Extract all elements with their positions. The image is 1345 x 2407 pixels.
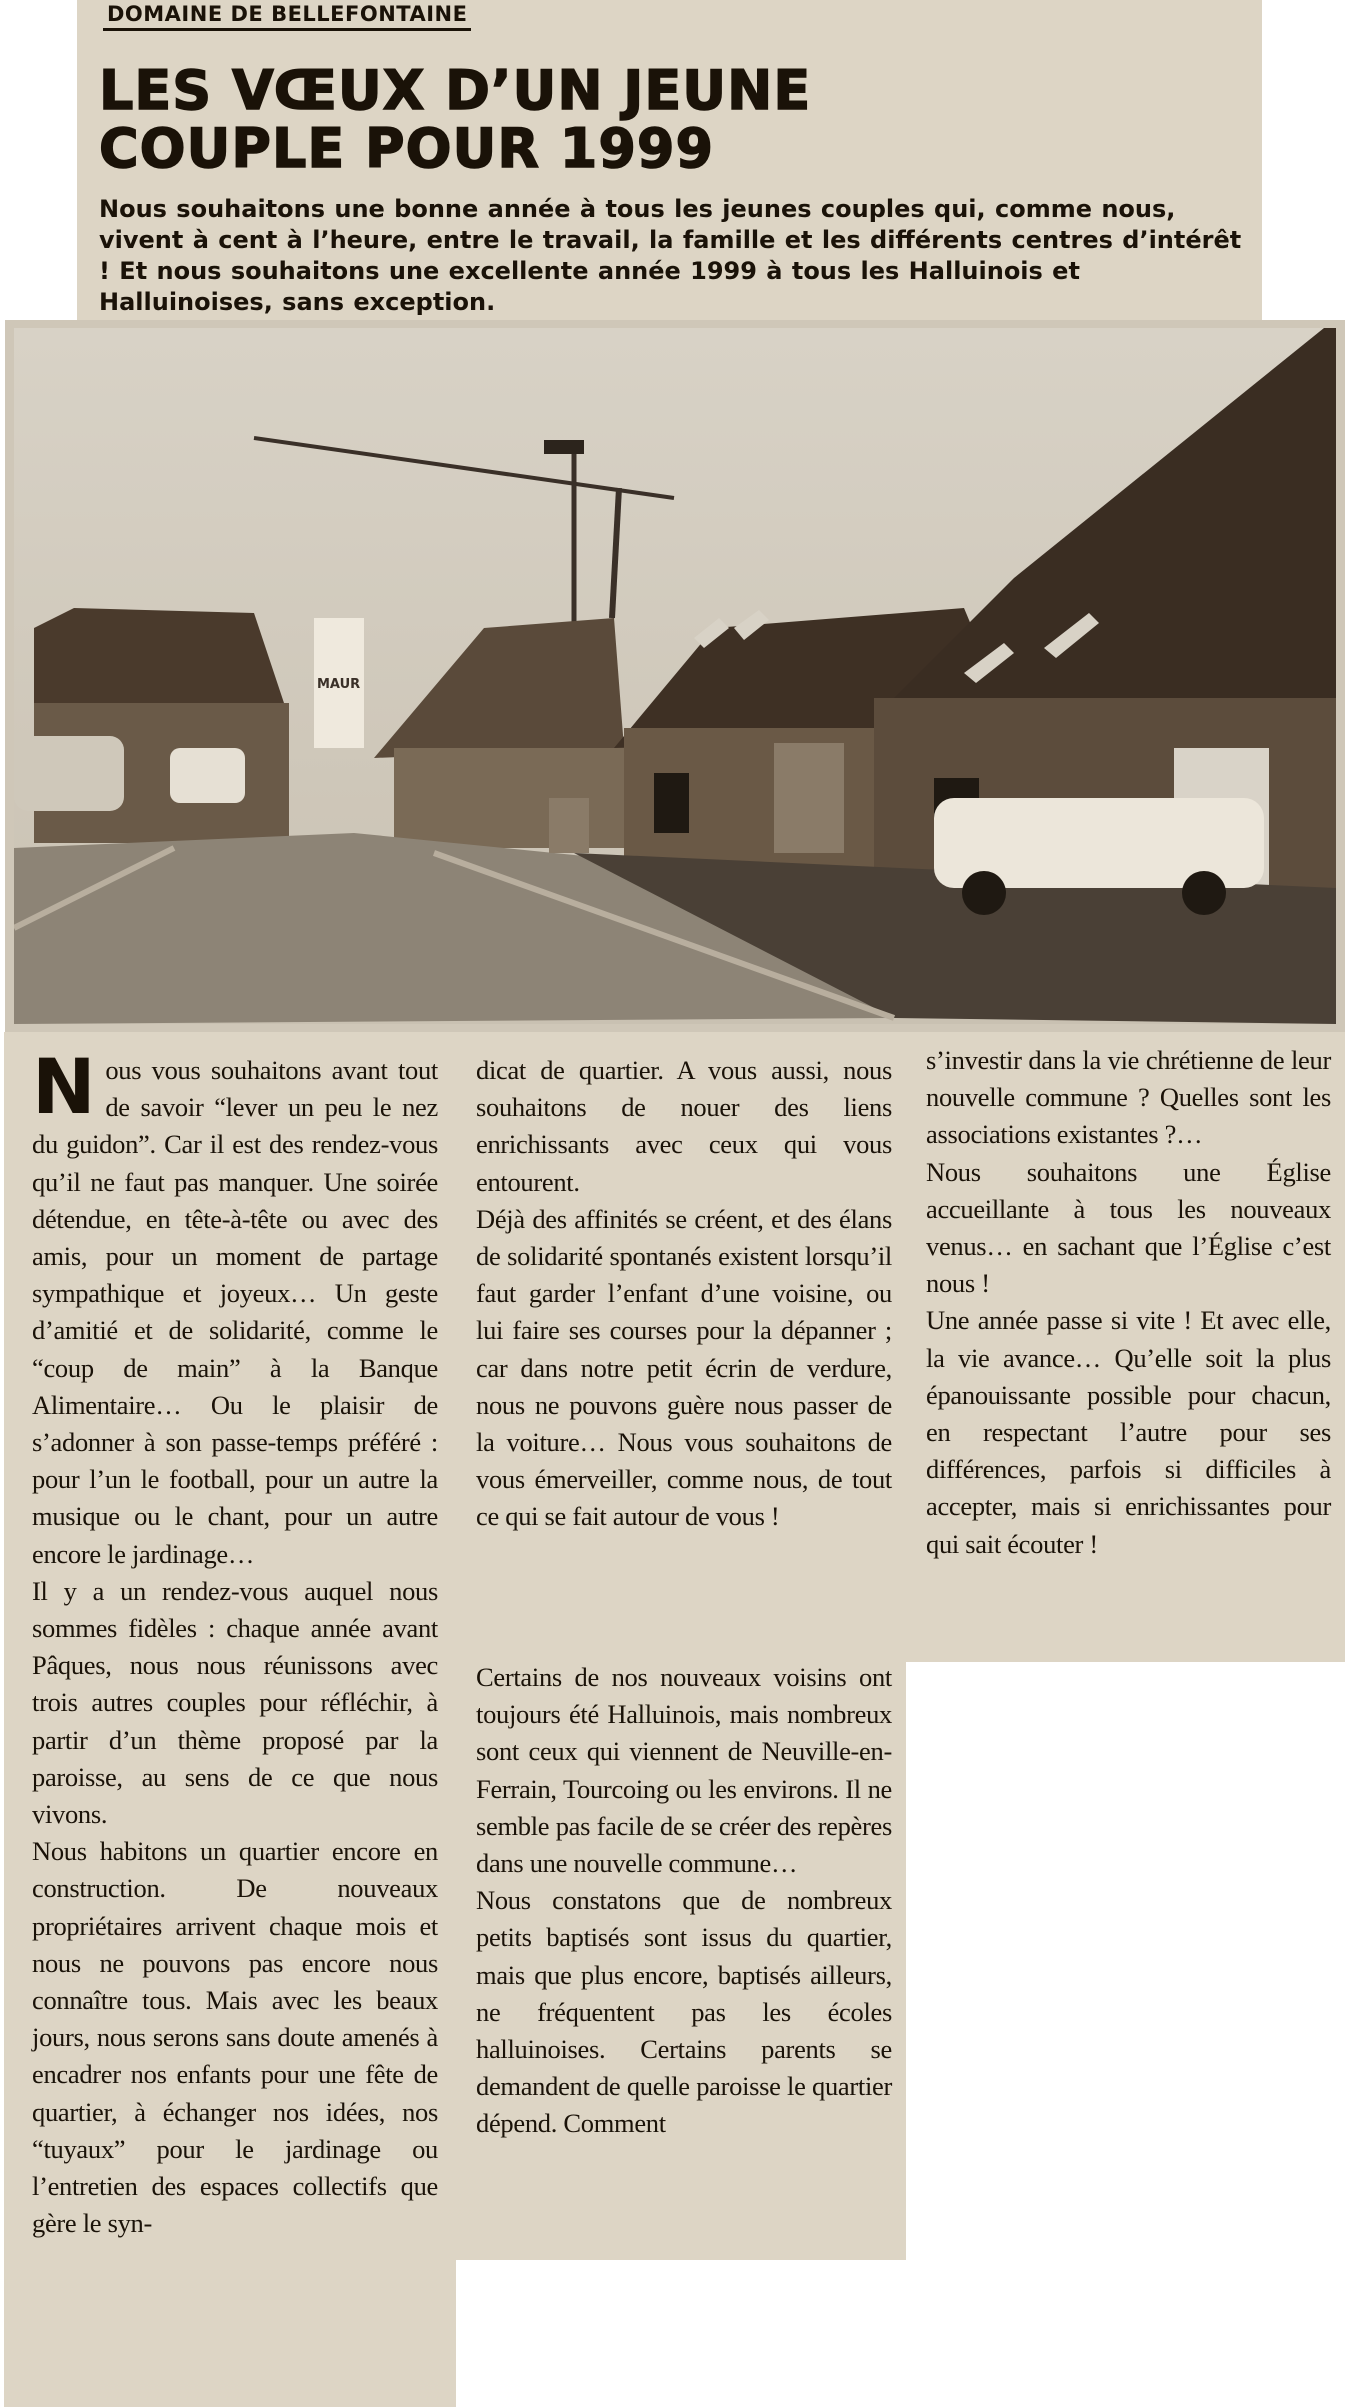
title-line-1: LES VŒUX D’UN JEUNE xyxy=(99,59,812,122)
paragraph: Nous habitons un quartier encore en construction. De nouveaux propriétaires arrivent chaque mois et nous ne pouvons pas encore nous connaître tous. Mais avec les beaux jours, nous serons sans doute amenés à encadrer nos enfants pour une fête de quartier, à échanger nos idées, nos “tuyaux” pour le jardinage ou l’entretien des espaces collectifs que gère le syn- xyxy=(32,1836,438,2239)
paragraph: Une année passe si vite ! Et avec elle, la vie avance… Qu’elle soit la plus épanouissante possible pour chacun, en respectant l’autre pour ses différences, parfois si difficiles à accepter, mais si enrichissantes pour qui sait écouter ! xyxy=(926,1305,1331,1559)
article-header xyxy=(77,0,1262,320)
paragraph: Nous souhaitons une Église accueillante à tous les nouveaux venus… en sachant que l’Église c’est nous ! xyxy=(926,1156,1331,1299)
article-title xyxy=(99,59,1099,180)
paragraph: dicat de quartier. A vous aussi, nous souhaitons de nouer des liens enrichissants avec ceux qui vous entourent. xyxy=(476,1055,892,1197)
photo-illustration xyxy=(14,328,1336,1024)
article-lede: Nous souhaitons une bonne année à tous les jeunes couples qui, comme nous, vivent à cent à l’heure, entre le travail, la famille et les différents centres d’intérêt ! Et nous souhaitons une excellente année 1999 à tous les Halluinois et Halluinoises, sans exception. xyxy=(99,195,1242,316)
paragraph: Déjà des affinités se créent, et des élans de solidarité spontanés existent lorsqu’il faut garder l’enfant d’une voisine, ou lui faire ses courses pour la dépanner ; car dans notre petit écrin de verdure, nous ne pouvons guère nous passer de la voiture… Nous vous souhaitons de vous émerveiller, comme nous, de tout ce qui se fait autour de vous ! xyxy=(476,1203,892,1532)
article-column-3 xyxy=(906,1032,1345,1662)
paragraph: Il y a un rendez-vous auquel nous sommes fidèles : chaque année avant Pâques, nous nous réunissons avec trois autres couples pour réfléchir, à partir d’un thème proposé par la paroisse, au sens de ce que nous vivons. xyxy=(32,1575,438,1830)
section-kicker: DOMAINE DE BELLEFONTAINE xyxy=(103,2,471,31)
street-photo xyxy=(5,320,1345,1032)
article-column-2-bottom xyxy=(456,1649,906,2260)
article-column-2-top xyxy=(456,1032,906,1649)
title-line-2: COUPLE POUR 1999 xyxy=(99,117,715,180)
paragraph: s’investir dans la vie chrétienne de leur nouvelle commune ? Quelles sont les associations existantes ?… xyxy=(926,1045,1331,1150)
paragraph: Certains de nos nouveaux voisins ont toujours été Halluinois, mais nombreux sont ceux qui viennent de Neuville-en-Ferrain, Tourcoing ou les environs. Il ne semble pas facile de se créer des repères dans une nouvelle commune… xyxy=(476,1662,892,1879)
paragraph: Nous constatons que de nombreux petits baptisés sont issus du quartier, mais que plus encore, baptisés ailleurs, ne fréquentent pas les écoles halluinoises. Certains parents se demandent de quelle paroisse le quartier dépend. Comment xyxy=(476,1885,892,2139)
article-column-1 xyxy=(4,1032,456,2407)
shop-sign-text: MAUR xyxy=(317,677,361,692)
drop-cap: N xyxy=(32,1042,96,1131)
paragraph: Nous vous souhaitons avant tout de savoir “lever un peu le nez du guidon”. Car il est des rendez-vous qu’il ne faut pas manquer. Une soirée détendue, en tête-à-tête ou avec des amis, pour un moment de partage sympathique et joyeux… Un geste d’amitié et de solidarité, comme le “coup de main” à la Banque Alimentaire… Ou le plaisir de s’adonner à son passe-temps préféré : pour l’un le football, pour un autre la musique ou le chant, pour un autre encore le jardinage… xyxy=(32,1042,438,1569)
